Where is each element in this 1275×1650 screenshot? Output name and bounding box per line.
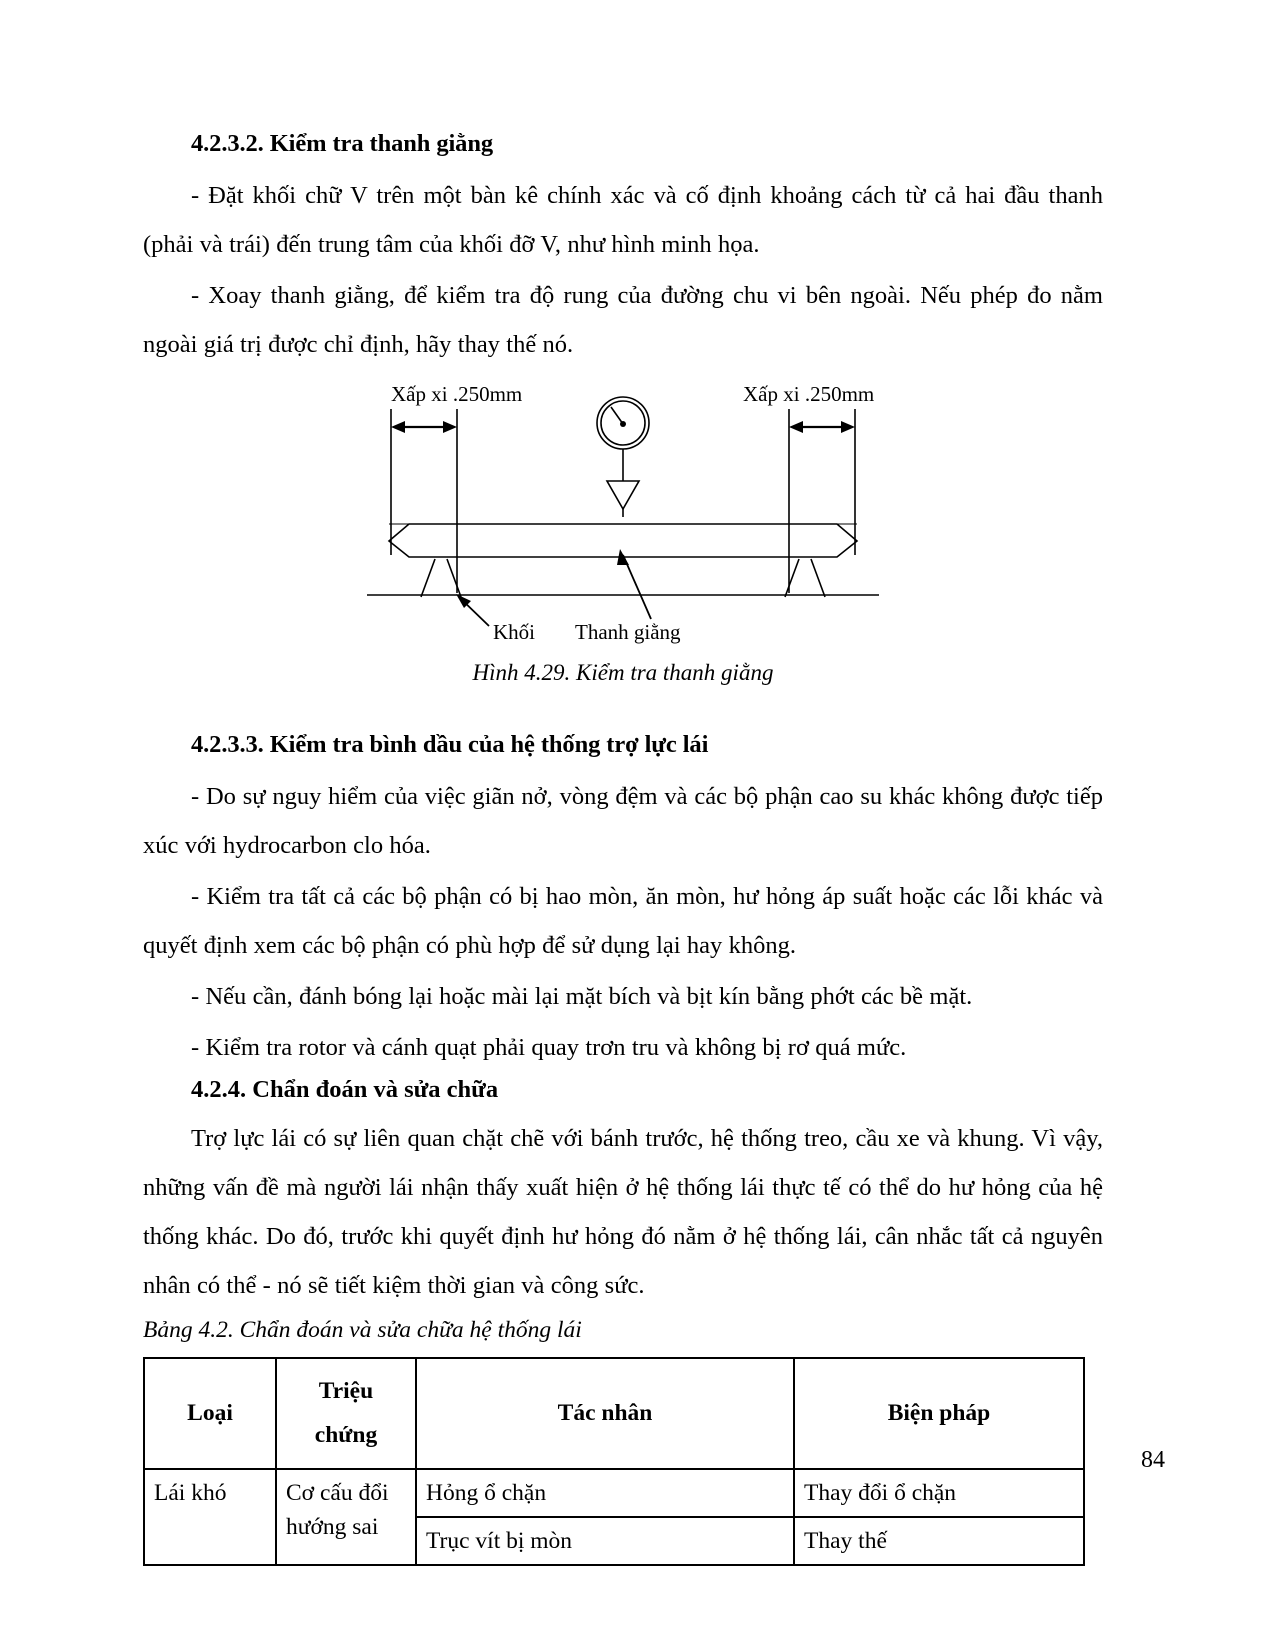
cell-loai-lai-kho: Lái khó: [144, 1469, 276, 1565]
figure-4-29-tie-rod-inspection: [143, 383, 1103, 645]
column-header-trieu-chung: [276, 1358, 416, 1469]
tie-rod-body: [389, 524, 857, 557]
dial-gauge-needle: [611, 407, 623, 424]
dial-gauge-probe-tip: [607, 481, 639, 509]
paragraph-rubber-parts: - Do sự nguy hiểm của việc giãn nở, vòng đệm và các bộ phận cao su khác không được tiếp xúc với hydrocarbon clo hóa.: [143, 782, 1103, 859]
paragraph-diagnosis-intro: Trợ lực lái có sự liên quan chặt chẽ với bánh trước, hệ thống treo, cầu xe và khung. Vì vậy, những vấn đề mà người lái nhận thấy xuất hiện ở hệ thống lái thực tế có thể do hư hỏng của hệ thống khác. Do đó, trước khi quyết định hư hỏng đó nằm ở hệ thống lái, cân nhắc tất cả nguyên nhân có thể - nó sẽ tiết kiệm thời gian và công sức.: [143, 1124, 1103, 1299]
paragraph-inspect-wear: - Kiểm tra tất cả các bộ phận có bị hao mòn, ăn mòn, hư hỏng áp suất hoặc các lỗi khác và quyết định xem các bộ phận có phù hợp để sử dụng lại hay không.: [143, 882, 1103, 959]
cell-bien-phap-2: Thay thế: [794, 1517, 1084, 1565]
paragraph-polish-flange: - Nếu cần, đánh bóng lại hoặc mài lại mặt bích và bịt kín bằng phớt các bề mặt.: [191, 982, 973, 1010]
page-number: 84: [1141, 1447, 1165, 1473]
column-header-trieu-line-1: Triệu: [318, 1377, 374, 1404]
heading-4-2-3-2: 4.2.3.2. Kiểm tra thanh giằng: [191, 130, 493, 157]
column-header-bien-phap: Biện pháp: [794, 1358, 1084, 1469]
tie-rod-diagram-svg: [343, 383, 903, 645]
diagnosis-repair-table: [143, 1357, 1085, 1566]
cell-trieu-line-2: hướng sai: [286, 1513, 379, 1540]
table-row: [144, 1469, 1084, 1517]
page-content: [143, 128, 1103, 1566]
label-block: Khối: [493, 619, 535, 644]
left-arrow-head-start: [391, 421, 405, 433]
left-arrow-head-end: [443, 421, 457, 433]
cell-bien-phap-1: Thay đổi ổ chặn: [794, 1469, 1084, 1517]
left-vblock-inner-leg: [447, 559, 461, 597]
right-vblock-inner-leg: [785, 559, 799, 597]
cell-trieu-line-1: Cơ cấu đổi: [286, 1479, 389, 1506]
right-vblock-outer-leg: [811, 559, 825, 597]
label-tie-rod: Thanh giằng: [575, 619, 681, 644]
cell-tac-nhan-2: Trục vít bị mòn: [416, 1517, 794, 1565]
column-header-tac-nhan: Tác nhân: [416, 1358, 794, 1469]
right-arrow-head-start: [789, 421, 803, 433]
figure-caption-4-29: Hình 4.29. Kiểm tra thanh giằng: [472, 659, 774, 685]
table-caption-4-2: Bảng 4.2. Chẩn đoán và sửa chữa hệ thống lái: [143, 1316, 582, 1343]
cell-trieu-chung-co-cau: [276, 1469, 416, 1565]
heading-4-2-4: 4.2.4. Chẩn đoán và sửa chữa: [191, 1075, 499, 1103]
heading-4-2-3-3: 4.2.3.3. Kiểm tra bình dầu của hệ thống trợ lực lái: [191, 731, 709, 759]
label-left-dimension: Xấp xi .250mm: [391, 382, 523, 406]
table-header-row: [144, 1358, 1084, 1469]
left-vblock-outer-leg: [421, 559, 435, 597]
column-header-trieu-line-2: chứng: [314, 1422, 378, 1449]
column-header-loai: Loại: [144, 1358, 276, 1469]
cell-tac-nhan-1: Hỏng ổ chặn: [416, 1469, 794, 1517]
paragraph-tie-rod-rotate: - Xoay thanh giằng, để kiểm tra độ rung của đường chu vi bên ngoài. Nếu phép đo nằm ngoài giá trị được chỉ định, hãy thay thế nó.: [143, 281, 1103, 358]
paragraph-tie-rod-setup: - Đặt khối chữ V trên một bàn kê chính xác và cố định khoảng cách từ cả hai đầu thanh (phải và trái) đến trung tâm của khối đỡ V, như hình minh họa.: [143, 181, 1103, 258]
right-arrow-head-end: [841, 421, 855, 433]
paragraph-rotor-vanes: - Kiểm tra rotor và cánh quạt phải quay trơn tru và không bị rơ quá mức.: [191, 1033, 907, 1061]
label-right-dimension: Xấp xi .250mm: [743, 382, 875, 406]
